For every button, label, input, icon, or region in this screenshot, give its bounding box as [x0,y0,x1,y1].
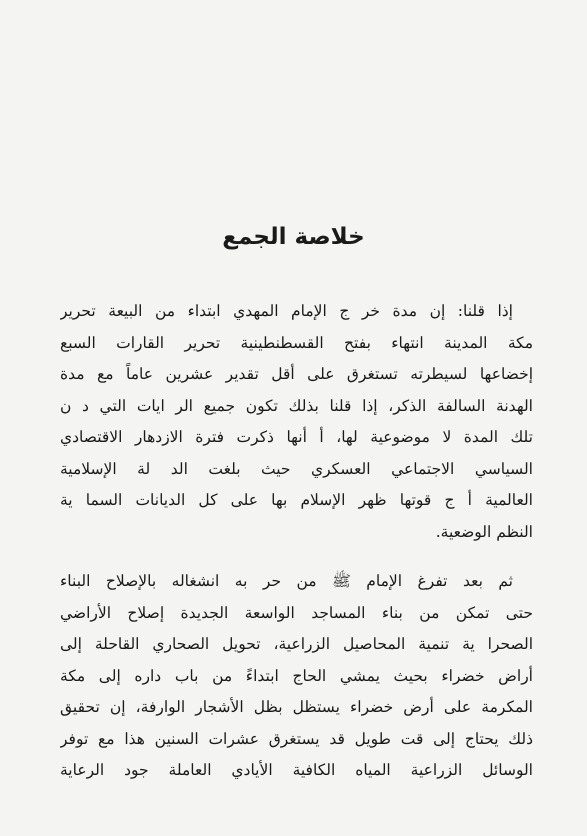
section-title: خلاصة الجمع [222,224,365,250]
text-line: مكة المدينة انتهاء بفتح القسطنطينية تحرير القارات السبع [60,333,533,352]
text-line: المكرمة على أرض خضراء يستظل بظل الأشجار الوارفة، إن تحقيق [60,698,533,716]
text-line: الوسائل الزراعية المياه الكافية الأيادي العاملة جود الرعاية [60,761,533,779]
text-line: الصحرا ية تنمية المحاصيل الزراعية، تحويل الصحاري القاحلة إلى [60,635,533,653]
text-line: ثم بعد تفرغ الإمام ﷺ من حر به انشغاله بالإصلاح البناء [60,572,513,590]
paragraph-1 [60,296,533,548]
text-line: حتى تمكن من بناء المساجد الواسعة الجديدة إصلاح الأراضي [60,603,533,622]
text-line: ذلك يحتاج إلى قت طويل قد يستغرق عشرات السنين هذا مع توفر [60,729,533,748]
text-line: إخضاعها لسيطرته تستغرق على أقل تقدير عشرين عاماً مع مدة [60,365,533,383]
text-line: العالمية أ ج قوتها ظهر الإسلام بها على كل الديانات السما ية [60,491,533,509]
paragraph-2 [60,566,533,787]
text-line: إذا قلنا: إن مدة خر ج الإمام المهدي ابتداء من البيعة تحرير [60,302,513,320]
text-line: السياسي الاجتماعي العسكري حيث بلغت الد لة الإسلامية [60,459,533,478]
text-line: النظم الوضعية. [435,522,533,541]
text-line: أراض خضراء بحيث يمشي الحاج ابتداءً من باب داره إلى مكة [60,666,533,685]
text-line: الهدنة السالفة الذكر، إذا قلنا بذلك تكون جميع الر ايات التي د ن [60,396,533,415]
text-line: تلك المدة لا موضوعية لها، أ أنها ذكرت فترة الازدهار الاقتصادي [60,428,533,446]
